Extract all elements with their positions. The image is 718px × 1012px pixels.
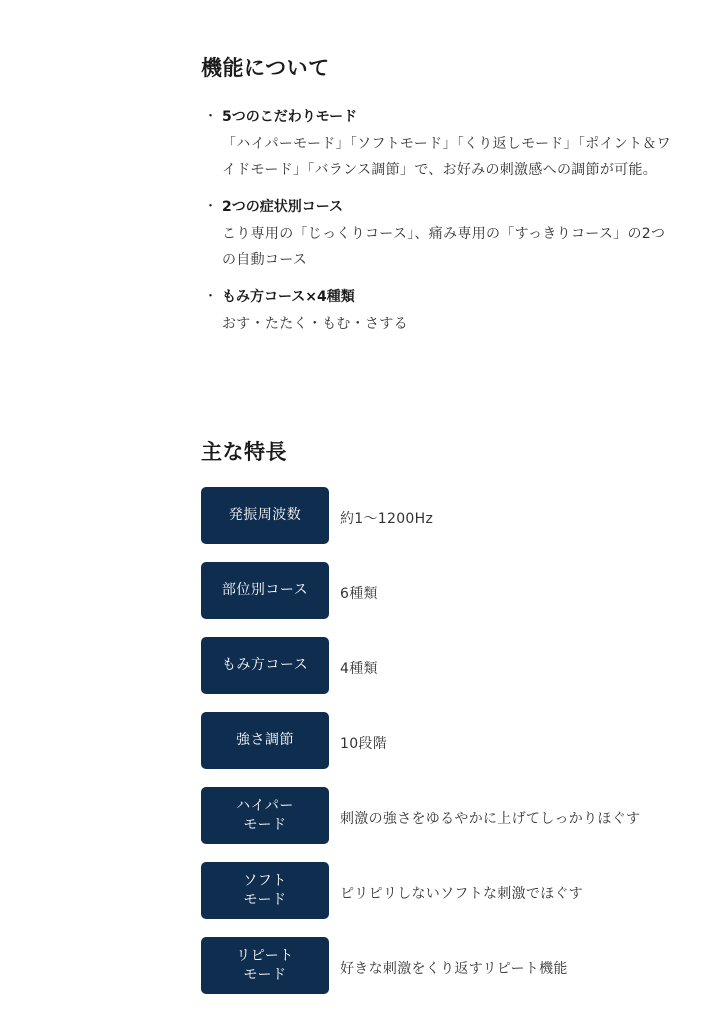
feature-list (201, 106, 677, 350)
spec-value: 4種類 (340, 660, 378, 677)
spec-label: リピート モード (201, 937, 329, 994)
feature-description: こり専用の「じっくりコース」、痛み専用の「すっきりコース」の2つの自動コース (222, 226, 666, 268)
feature-item (201, 286, 677, 337)
spec-row (201, 637, 671, 694)
spec-value: 刺激の強さをゆるやかに上げてしっかりほぐす (340, 810, 641, 827)
feature-item (201, 106, 677, 183)
section-title-functions: 機能について (201, 56, 330, 80)
bullet-icon: ・ (204, 109, 218, 124)
spec-value: 6種類 (340, 585, 378, 602)
feature-description: おす・たたく・もむ・さする (222, 316, 408, 332)
bullet-icon: ・ (204, 199, 218, 214)
spec-label: ソフト モード (201, 862, 329, 919)
spec-row (201, 862, 671, 919)
spec-table (201, 487, 671, 1012)
spec-label: 発振周波数 (201, 487, 329, 544)
spec-label: もみ方コース (201, 637, 329, 694)
spec-row (201, 562, 671, 619)
spec-row (201, 712, 671, 769)
bullet-icon: ・ (204, 289, 218, 304)
spec-value: 約1〜1200Hz (340, 510, 434, 527)
feature-title: 5つのこだわりモード (222, 109, 358, 125)
feature-title: もみ方コース×4種類 (222, 289, 355, 305)
spec-label: ハイパー モード (201, 787, 329, 844)
spec-label: 強さ調節 (201, 712, 329, 769)
spec-value: ピリピリしないソフトな刺激でほぐす (340, 885, 584, 902)
feature-title: 2つの症状別コース (222, 199, 344, 215)
feature-item (201, 196, 677, 273)
spec-row (201, 787, 671, 844)
feature-description: 「ハイパーモード」「ソフトモード」「くり返しモード」「ポイント＆ワイドモード」「バランス調節」で、お好みの刺激感への調節が可能。 (222, 136, 671, 178)
spec-value: 10段階 (340, 735, 388, 752)
spec-row (201, 487, 671, 544)
spec-label: 部位別コース (201, 562, 329, 619)
section-title-features: 主な特長 (201, 440, 287, 464)
spec-value: 好きな刺激をくり返すリピート機能 (340, 960, 568, 977)
spec-row (201, 937, 671, 994)
